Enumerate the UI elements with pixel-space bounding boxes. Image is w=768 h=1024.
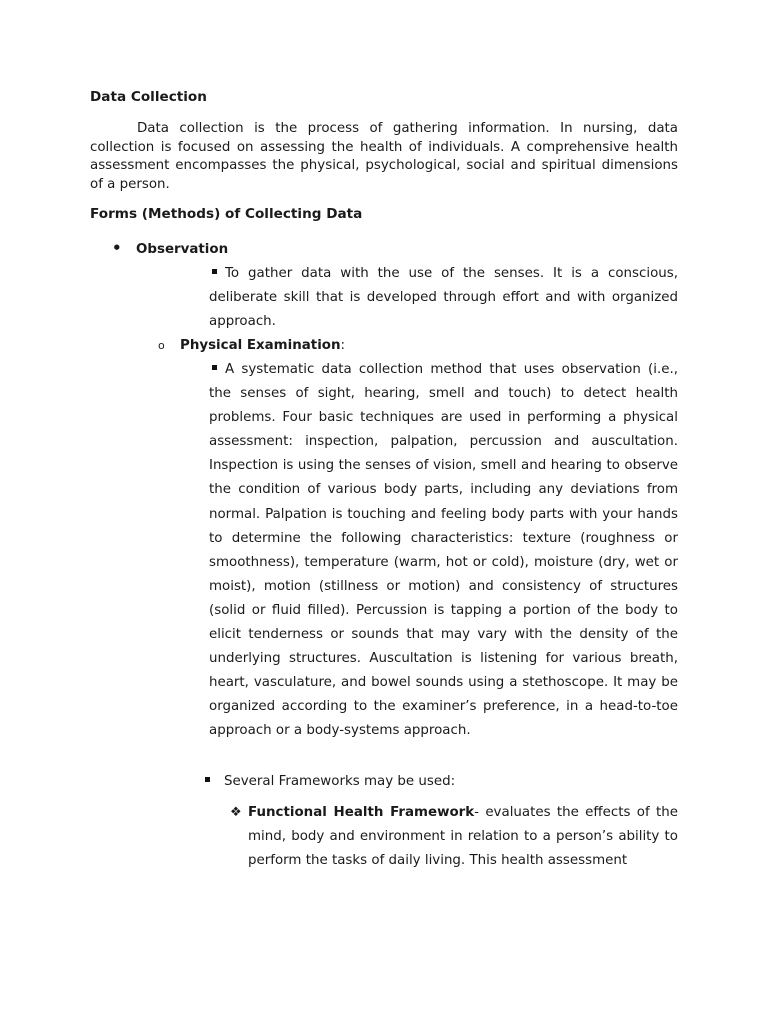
- list-item-physical-examination: [158, 338, 345, 353]
- physical-exam-description: [209, 358, 678, 744]
- observation-text: To gather data with the use of the senses. It is a conscious, deliberate skill that is developed through effort and with organized approach.: [209, 266, 678, 330]
- square-bullet-icon: [205, 777, 210, 782]
- bullet-icon: •: [112, 239, 122, 257]
- list-item-functional-health: [230, 801, 678, 873]
- intro-paragraph: Data collection is the process of gathering information. In nursing, data collection is focused on assessing the health of individuals. A comprehensive health assessment encompasses the physical, psychological, social and spiritual dimensions of a person.: [90, 121, 678, 192]
- list-item-frameworks: [205, 774, 455, 789]
- functional-health-paragraph: [248, 801, 678, 873]
- frameworks-label: Several Frameworks may be used:: [224, 774, 456, 789]
- observation-description: [209, 262, 678, 334]
- functional-health-text: - evaluates the effects of the mind, body and environment in relation to a person’s ability to perform the tasks of daily living. This health assessment: [248, 805, 678, 869]
- physical-exam-text: A systematic data collection method that uses observation (i.e., the senses of sight, hearing, smell and touch) to detect health problems. Four basic techniques are used in performing a physical assessment: inspection, palpation, percussion and auscultation. Inspection is using the senses of vision, smell and hearing to observe the condition of various body parts, including any deviations from normal. Palpation is touching and feeling body parts with your hands to determine the following characteristics: texture (roughness or smoothness), temperature (warm, hot or cold), moisture (dry, wet or moist), motion (stillness or motion) and consistency of structures (solid or fluid filled). Percussion is tapping a portion of the body to elicit tenderness or sounds that may vary with the density of the underlying structures. Auscultation is listening for various breath, heart, vasculature, and bowel sounds using a stethoscope. It may be organized according to the examiner’s preference, in a head-to-toe approach or a body-systems approach.: [209, 362, 678, 739]
- list-item-observation: [112, 239, 228, 257]
- physical-exam-colon: :: [340, 338, 346, 353]
- section-heading-data-collection: Data Collection: [90, 89, 207, 105]
- functional-health-label: Functional Health Framework: [248, 805, 475, 820]
- section-heading-forms: Forms (Methods) of Collecting Data: [90, 206, 363, 222]
- physical-exam-label: Physical Examination: [180, 338, 341, 353]
- diamond-bullet-icon: ❖: [230, 805, 242, 820]
- square-bullet-icon: [212, 365, 217, 370]
- circle-bullet-icon: o: [158, 339, 165, 352]
- observation-label: Observation: [136, 242, 229, 257]
- square-bullet-icon: [212, 269, 217, 274]
